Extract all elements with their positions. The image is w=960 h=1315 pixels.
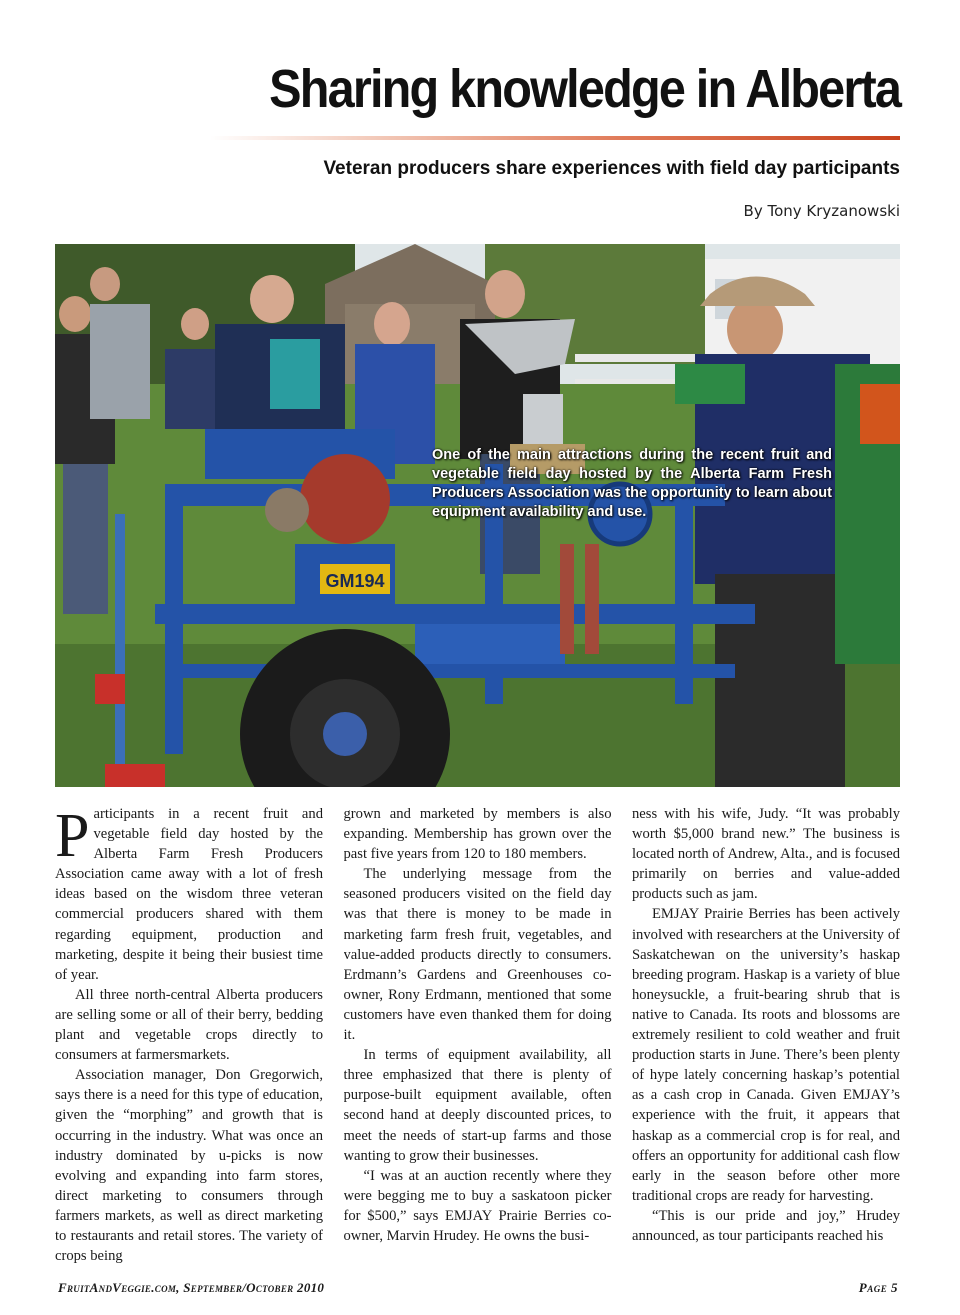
paragraph: ness with his wife, Judy. “It was probably worth $5,000 brand new.” The business is located north of Andrew, Alta., and is focused primarily on berries and value-added products such as jam. bbox=[632, 806, 900, 903]
drop-cap: P bbox=[55, 804, 90, 870]
footer-publication: FruitAndVeggie.com, September/October 2010 bbox=[58, 1280, 325, 1295]
photo-caption: One of the main attractions during the recent fruit and vegetable field day hosted by the Alberta Farm Fresh Producers Association was the opportunity to learn about equipment availability and use. bbox=[432, 447, 832, 520]
paragraph: grown and marketed by members is also expanding. Membership has grown over the past five years from 120 to 180 members. bbox=[343, 806, 612, 863]
paragraph: All three north-central Alberta producers are selling some or all of their berry, bedding plant and vegetable crops directly to consumers at farmersmarkets. bbox=[55, 986, 323, 1064]
footer-page-number: Page 5 bbox=[858, 1280, 898, 1295]
paragraph: “This is our pride and joy,” Hrudey announced, as tour participants reached his bbox=[632, 1207, 900, 1244]
article-body bbox=[55, 804, 900, 1274]
title-rule bbox=[210, 136, 900, 140]
paragraph: In terms of equipment availability, all three emphasized that there is plenty of purpose-built equipment available, often second hand at deeply discounted prices, to meet the needs of start-up farms and those wanting to grow their businesses. bbox=[343, 1047, 612, 1164]
byline: By Tony Kryzanowski bbox=[743, 202, 900, 220]
subheadline: Veteran producers share experiences with field day participants bbox=[323, 158, 900, 179]
paragraph: Association manager, Don Gregorwich, says there is a need for this type of education, given the “morphing” and growth that is occurring in the industry. What was once an industry dominated by u-picks is now evolving and expanding into farm stores, direct marketing to consumers through farmers markets, as well as direct marketing to restaurants and retail stores. The variety of crops being bbox=[55, 1067, 323, 1265]
article-column-3 bbox=[632, 804, 900, 1274]
paragraph: Participants in a recent fruit and vegetable field day hosted by the Alberta Farm Fresh Producers Association came away with a lot of fresh ideas based on the wisdom three veteran commercial producers shared with them regarding equipment, production and marketing, despite it being their busiest time of year. bbox=[55, 804, 323, 983]
headline: Sharing knowledge in Alberta bbox=[269, 59, 900, 119]
machine-label: GM194 bbox=[325, 571, 385, 591]
paragraph: “I was at an auction recently where they were begging me to buy a saskatoon picker for $500,” says EMJAY Prairie Berries co-owner, Marvin Hrudey. He owns the busi- bbox=[343, 1167, 612, 1244]
article-column-2 bbox=[344, 804, 612, 1274]
paragraph: The underlying message from the seasoned producers visited on the field day was that there is money to be made in marketing farm fresh fruit, vegetables, and value-added products directly to consumers. Erdmann’s Gardens and Greenhouses co-owner, Rony Erdmann, mentioned that some customers have even thanked them for doing it. bbox=[343, 866, 612, 1044]
article-column-1 bbox=[55, 804, 323, 1274]
paragraph: EMJAY Prairie Berries has been actively involved with researchers at the University of Saskatchewan on the university’s haskap breeding program. Haskap is a variety of blue honeysuckle, a fruit-bearing shrub that is native to Canada. Its roots and blossoms are extremely resilient to cold weather and fruit production starts in June. There’s been plenty of hype lately concerning haskap’s potential as a cash crop in Canada. Given EMJAY’s experience with the fruit, it appears that haskap as a commercial crop is for real, and offers an opportunity for additional cash flow early in the season before other more traditional crops are ready for harvesting. bbox=[632, 906, 900, 1204]
